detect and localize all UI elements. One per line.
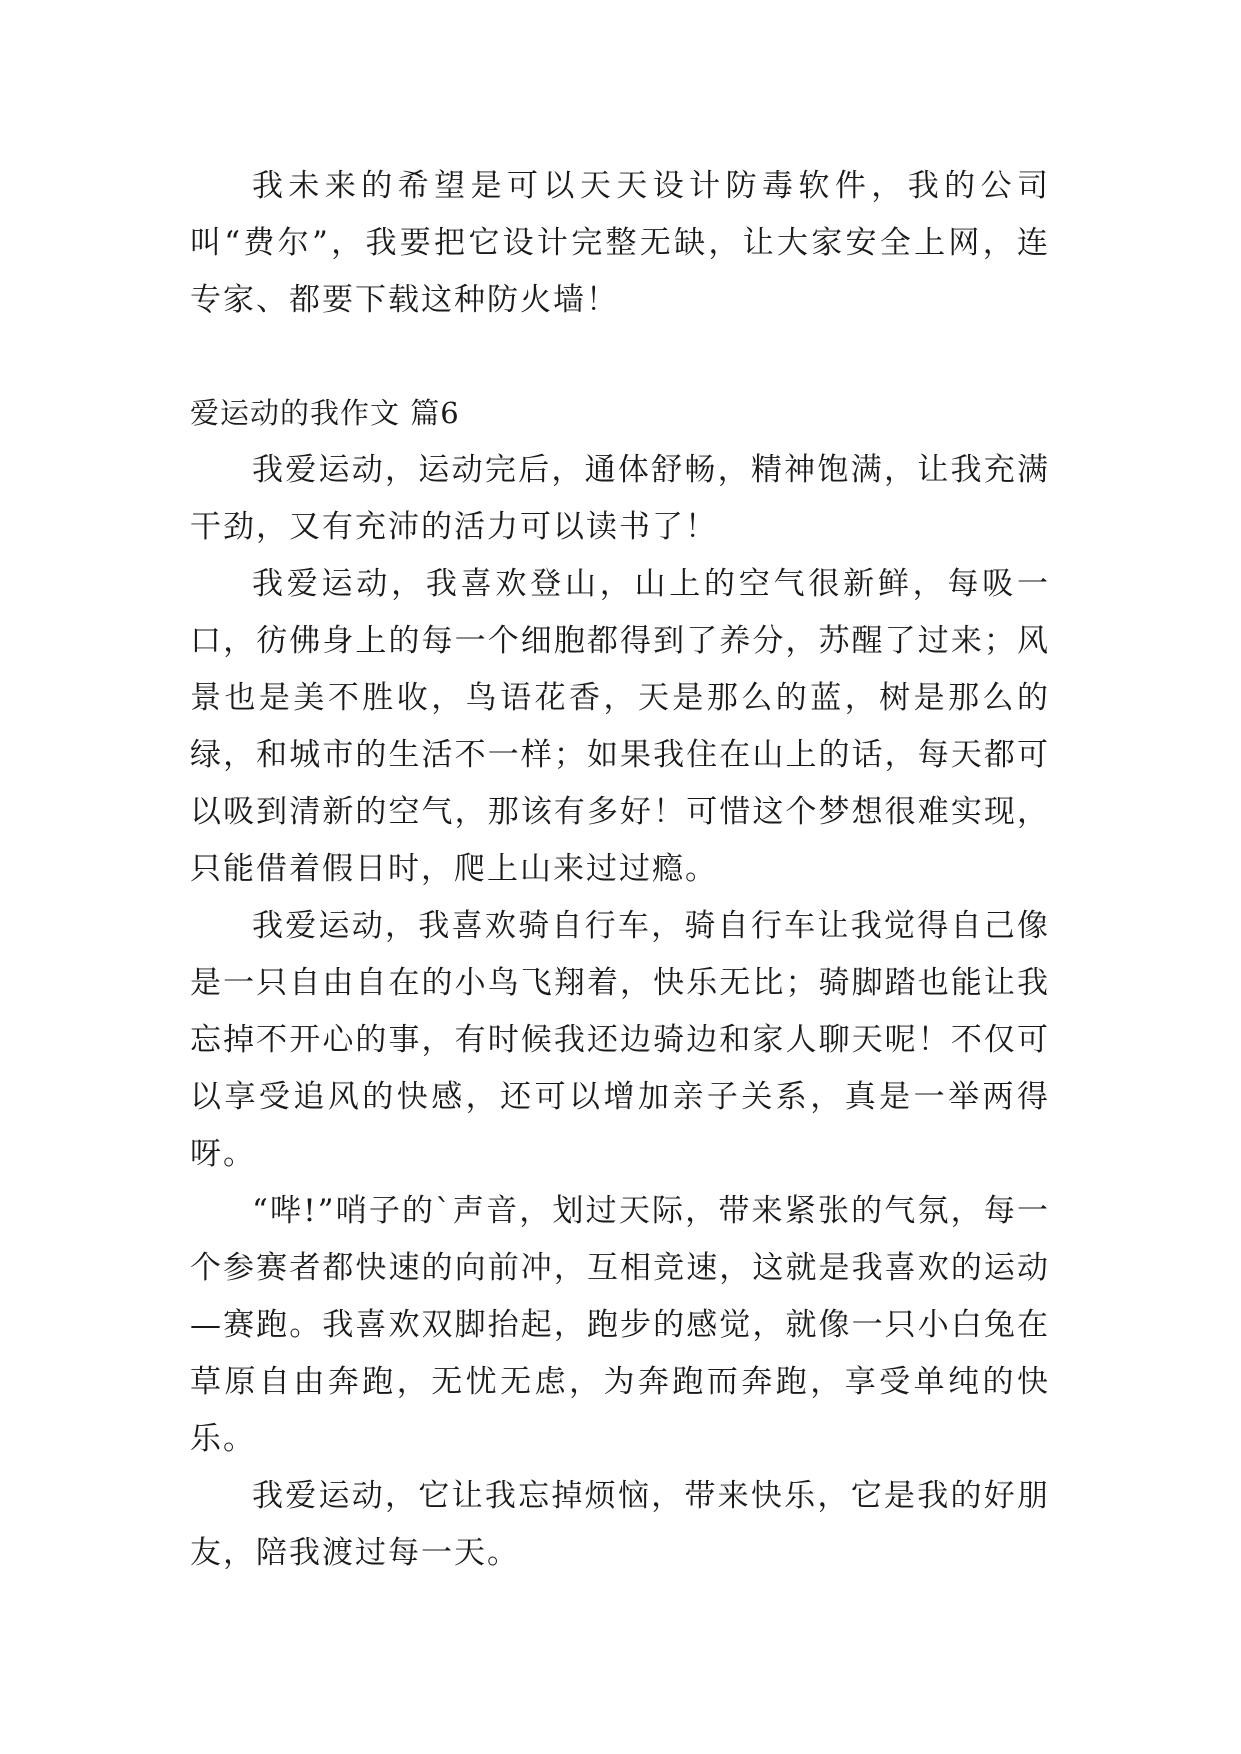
intro-paragraph: 我未来的希望是可以天天设计防毒软件，我的公司叫“费尔”，我要把它设计完整无缺，让大家安全上网，连专家、都要下载这种防火墙！: [190, 168, 1050, 318]
body-paragraph-1: 我爱运动，运动完后，通体舒畅，精神饱满，让我充满干劲，又有充沛的活力可以读书了！: [190, 452, 1050, 545]
body-paragraph-3: 我爱运动，我喜欢骑自行车，骑自行车让我觉得自己像是一只自由自在的小鸟飞翔着，快乐无比；骑脚踏也能让我忘掉不开心的事，有时候我还边骑边和家人聊天呢！不仅可以享受追风的快感，还可以增加亲子关系，真是一举两得呀。: [190, 908, 1050, 1172]
body-paragraph-5: 我爱运动，它让我忘掉烦恼，带来快乐，它是我的好朋友，陪我渡过每一天。: [190, 1478, 1050, 1571]
body-paragraph-2: 我爱运动，我喜欢登山，山上的空气很新鲜，每吸一口，彷佛身上的每一个细胞都得到了养分，苏醒了过来；风景也是美不胜收，鸟语花香，天是那么的蓝，树是那么的绿，和城市的生活不一样；如果我住在山上的话，每天都可以吸到清新的空气，那该有多好！可惜这个梦想很难实现，只能借着假日时，爬上山来过过瘾。: [190, 566, 1050, 887]
section-title: 爱运动的我作文 篇6: [190, 396, 460, 430]
body-paragraph-4: “哔!”哨子的`声音，划过天际，带来紧张的气氛，每一个参赛者都快速的向前冲，互相竞速，这就是我喜欢的运动—赛跑。我喜欢双脚抬起，跑步的感觉，就像一只小白兔在草原自由奔跑，无忧无虑，为奔跑而奔跑，享受单纯的快乐。: [190, 1193, 1050, 1457]
document-body: [190, 158, 1050, 1582]
